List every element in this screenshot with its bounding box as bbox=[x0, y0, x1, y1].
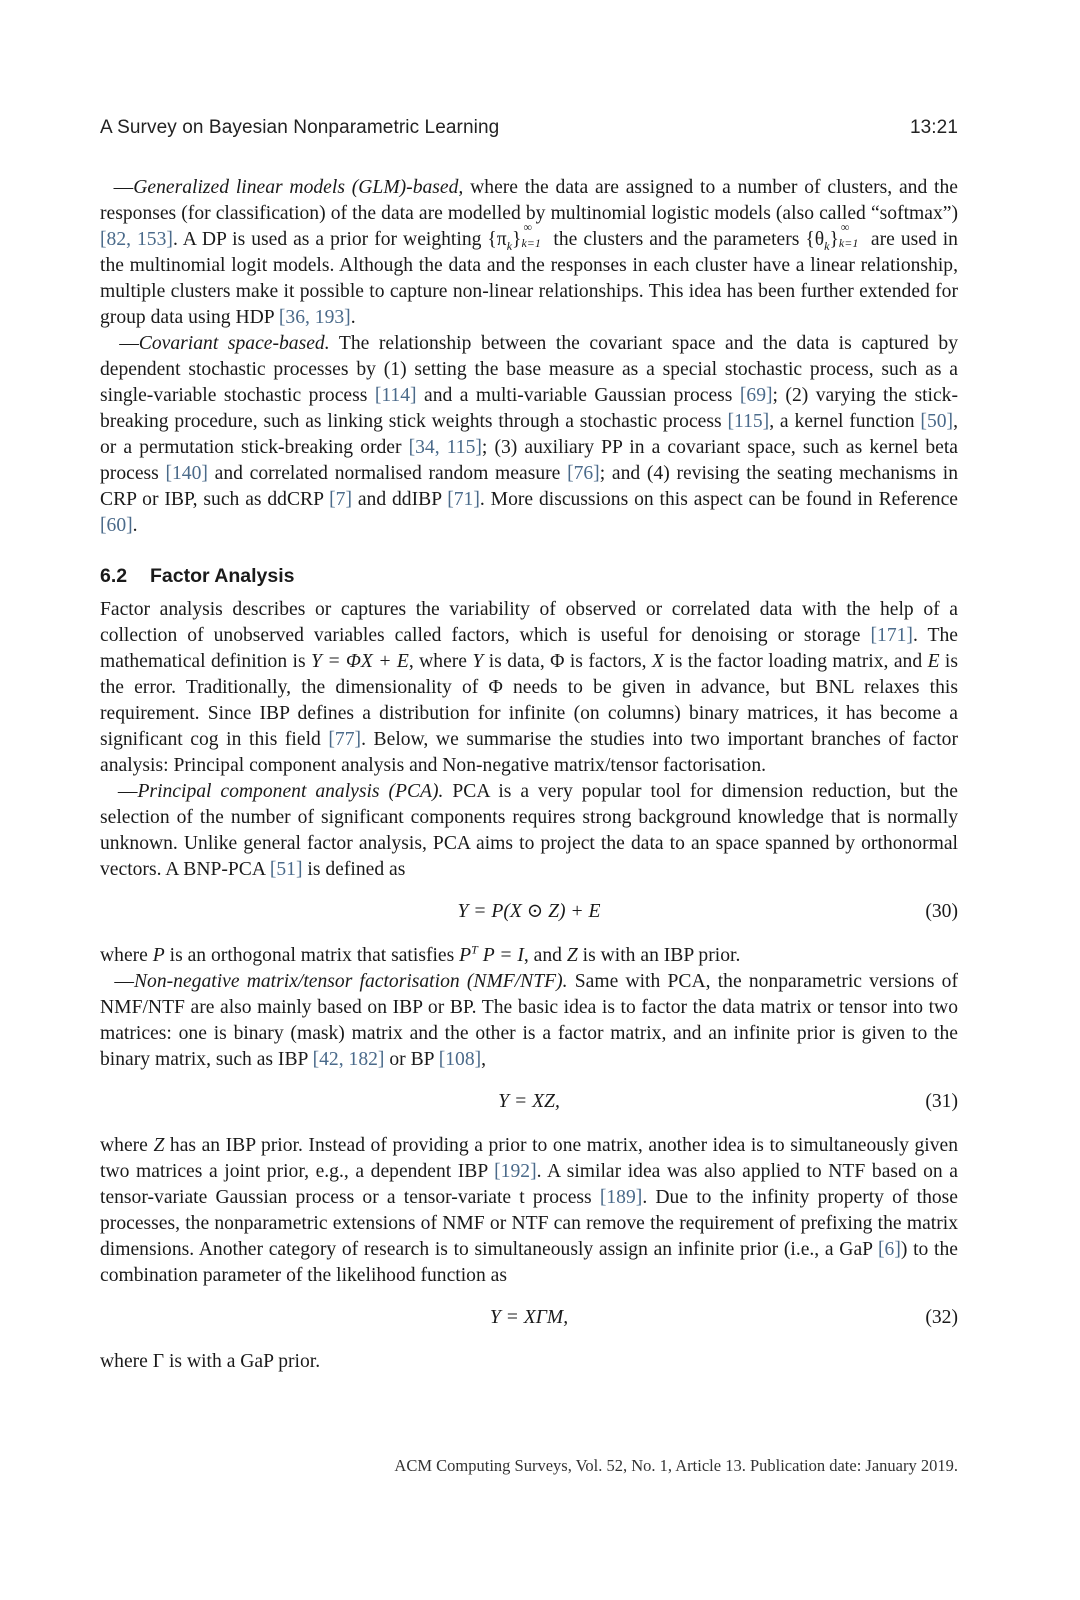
text: Same with PCA, the nonparametric versions of NMF/NTF are also mainly based on IBP or BP. The basic idea is to factor the data matrix or tensor into two matrices: one is binary (mask) matrix and the other is a factor matrix, and an infinite prior is given to the binary matrix, such as IBP bbox=[100, 971, 959, 1070]
sup-sub-index bbox=[838, 220, 865, 250]
inline-math: P = I bbox=[482, 945, 524, 966]
text: and a multi-variable Gaussian process bbox=[416, 385, 740, 406]
text: is the factor loading matrix, and bbox=[663, 651, 928, 672]
section-number: 6.2 bbox=[100, 565, 128, 587]
body-text bbox=[100, 175, 958, 1375]
paragraph-after-eq31 bbox=[100, 1133, 958, 1289]
text: ; and (4) revising the seating mechanisms in CRP or IBP, such as ddCRP bbox=[100, 463, 958, 510]
sup-sub-index bbox=[521, 220, 547, 250]
citation-link[interactable]: [71] bbox=[447, 489, 480, 510]
equation-32 bbox=[100, 1305, 958, 1331]
text: . Due to the infinity property of those processes, the nonparametric extensions of NMF or NTF can remove the requirement of prefixing the matrix dimensions. Another category of research is to simultaneously assign an infinite prior (i.e., a GaP bbox=[100, 1187, 959, 1260]
text: , and bbox=[523, 945, 567, 966]
citation-link[interactable]: [114] bbox=[374, 385, 417, 406]
citation-link[interactable]: [36, 193] bbox=[278, 307, 351, 328]
paragraph-pca bbox=[100, 779, 958, 883]
text: . Below, we summarise the studies into two important branches of factor analysis: Principal component analysis and Non-negative matrix/tensor factorisation. bbox=[100, 729, 959, 776]
text: , bbox=[481, 1049, 487, 1070]
text: is an orthogonal matrix that satisfies bbox=[164, 945, 460, 966]
text: } bbox=[512, 229, 522, 250]
superscript: ∞ bbox=[840, 220, 850, 234]
citation-link[interactable]: [42, 182] bbox=[312, 1049, 385, 1070]
subscript: k bbox=[824, 238, 830, 253]
text: and correlated normalised random measure bbox=[207, 463, 568, 484]
citation-link[interactable]: [76] bbox=[567, 463, 600, 484]
citation-link[interactable]: [7] bbox=[329, 489, 352, 510]
list-dash: — bbox=[113, 177, 134, 198]
text: . bbox=[132, 515, 138, 536]
inline-math: Y = ΦX + E bbox=[311, 651, 409, 672]
equation-number: (32) bbox=[925, 1307, 958, 1328]
inline-math: X bbox=[651, 651, 664, 672]
equation-number: (31) bbox=[925, 1091, 958, 1112]
item-label: Non-negative matrix/tensor factorisation (NMF/NTF). bbox=[133, 971, 568, 992]
inline-math: Z bbox=[566, 945, 578, 966]
citation-link[interactable]: [115] bbox=[727, 411, 770, 432]
paragraph-after-eq30 bbox=[100, 943, 958, 969]
equation-body: Y = XΓM, bbox=[489, 1307, 569, 1328]
list-dash: — bbox=[119, 333, 139, 354]
text: and ddIBP bbox=[352, 489, 448, 510]
text: ; (3) auxiliary PP in a covariant space, such as kernel beta process bbox=[100, 437, 959, 484]
text: is data, Φ is factors, bbox=[483, 651, 652, 672]
running-header bbox=[100, 117, 958, 139]
citation-link[interactable]: [140] bbox=[165, 463, 208, 484]
subscript: k bbox=[506, 238, 513, 253]
citation-link[interactable]: [50] bbox=[920, 411, 954, 432]
text: is defined as bbox=[302, 859, 406, 880]
text: ) to the combination parameter of the likelihood function as bbox=[100, 1239, 958, 1286]
citation-link[interactable]: [189] bbox=[599, 1187, 643, 1208]
list-dash: — bbox=[114, 971, 134, 992]
subscript: k=1 bbox=[521, 236, 541, 250]
text: The relationship between the covariant space and the data is captured by dependent stochastic processes by (1) setting the base measure as a special stochastic process, such as a single-variable stochastic process bbox=[100, 333, 958, 406]
text: where the data are assigned to a number of clusters, and the responses (for classification) of the data are modelled by multinomial logistic models (also called “softmax”) bbox=[100, 177, 958, 224]
list-dash: — bbox=[117, 781, 138, 802]
text: } bbox=[829, 229, 839, 250]
text: where bbox=[100, 945, 153, 966]
text: . More discussions on this aspect can be found in Reference bbox=[479, 489, 958, 510]
item-label: Principal component analysis (PCA). bbox=[137, 781, 444, 802]
text: . bbox=[350, 307, 356, 328]
superscript: ∞ bbox=[523, 220, 532, 234]
text: where bbox=[100, 1135, 154, 1156]
citation-link[interactable]: [108] bbox=[438, 1049, 482, 1070]
text: is with an IBP prior. bbox=[577, 945, 741, 966]
text: has an IBP prior. Instead of providing a prior to one matrix, another idea is to simultaneously given two matrices a joint prior, e.g., a dependent IBP bbox=[100, 1135, 959, 1182]
page-number: 13:21 bbox=[909, 117, 958, 138]
equation-number: (30) bbox=[925, 901, 958, 922]
text: , where bbox=[408, 651, 473, 672]
paragraph-nmf bbox=[100, 969, 958, 1073]
citation-link[interactable]: [82, 153] bbox=[100, 229, 173, 250]
citation-link[interactable]: [192] bbox=[494, 1161, 537, 1182]
subscript: k=1 bbox=[838, 236, 859, 250]
paragraph-covariant bbox=[100, 331, 958, 539]
text: . The mathematical definition is bbox=[100, 625, 958, 672]
paragraph-factor-analysis bbox=[100, 597, 958, 779]
text: is the error. Traditionally, the dimensionality of Φ needs to be given in advance, but BNL relaxes this requirement. Since IBP defines a distribution for infinite (on columns) binary matrices, it has become a significant cog in this field bbox=[100, 651, 959, 750]
section-heading bbox=[100, 563, 958, 589]
paragraph-glm bbox=[100, 175, 958, 331]
citation-link[interactable]: [34, 115] bbox=[408, 437, 482, 458]
equation-body: Y = XZ, bbox=[498, 1091, 560, 1112]
text: ; (2) varying the stick-breaking procedure, such as linking stick weights through a stochastic process bbox=[100, 385, 958, 432]
inline-math: Z bbox=[153, 1135, 165, 1156]
text: the clusters and the parameters {θ bbox=[547, 229, 825, 250]
inline-math: P bbox=[152, 945, 165, 966]
equation-body: Y = P(X ⊙ Z) + E bbox=[457, 901, 601, 922]
citation-link[interactable]: [51] bbox=[269, 859, 303, 880]
equation-30 bbox=[100, 899, 958, 925]
citation-link[interactable]: [171] bbox=[870, 625, 913, 646]
text: . A DP is used as a prior for weighting {π bbox=[172, 229, 507, 250]
citation-link[interactable]: [60] bbox=[100, 515, 133, 536]
inline-math: P bbox=[459, 945, 472, 966]
text: are used in the multinomial logit models. Although the data and the responses in each cluster have a linear relationship, multiple clusters make it possible to capture non-linear relationships. This idea has been further extended for group data using HDP bbox=[100, 229, 958, 328]
running-title: A Survey on Bayesian Nonparametric Learning bbox=[100, 117, 500, 138]
inline-math: Y bbox=[472, 651, 484, 672]
text: PCA is a very popular tool for dimension reduction, but the selection of the number of significant components requires strong background knowledge that is normally unknown. Unlike general factor analysis, PCA aims to project the data to an space spanned by orthonormal vectors. A BNP-PCA bbox=[100, 781, 959, 880]
text: . A similar idea was also applied to NTF based on a tensor-variate Gaussian process or a tensor-variate t process bbox=[100, 1161, 959, 1208]
text: , a kernel function bbox=[769, 411, 921, 432]
text: Factor analysis describes or captures the variability of observed or correlated data with the help of a collection of unobserved variables called factors, which is useful for denoising or storage bbox=[100, 599, 958, 646]
item-label: Generalized linear models (GLM)-based, bbox=[133, 177, 464, 198]
paragraph-after-eq32: where Γ is with a GaP prior. bbox=[100, 1351, 321, 1372]
superscript: T bbox=[471, 942, 478, 957]
section-title: Factor Analysis bbox=[150, 565, 295, 587]
text: or BP bbox=[384, 1049, 439, 1070]
equation-31 bbox=[100, 1089, 958, 1115]
page-footer: ACM Computing Surveys, Vol. 52, No. 1, Article 13. Publication date: January 2019. bbox=[394, 1456, 958, 1475]
inline-math: E bbox=[927, 651, 940, 672]
citation-link[interactable]: [77] bbox=[328, 729, 362, 750]
text: , or a permutation stick-breaking order bbox=[100, 411, 958, 458]
citation-link[interactable]: [69] bbox=[739, 385, 773, 406]
citation-link[interactable]: [6] bbox=[878, 1239, 901, 1260]
item-label: Covariant space-based. bbox=[138, 333, 330, 354]
